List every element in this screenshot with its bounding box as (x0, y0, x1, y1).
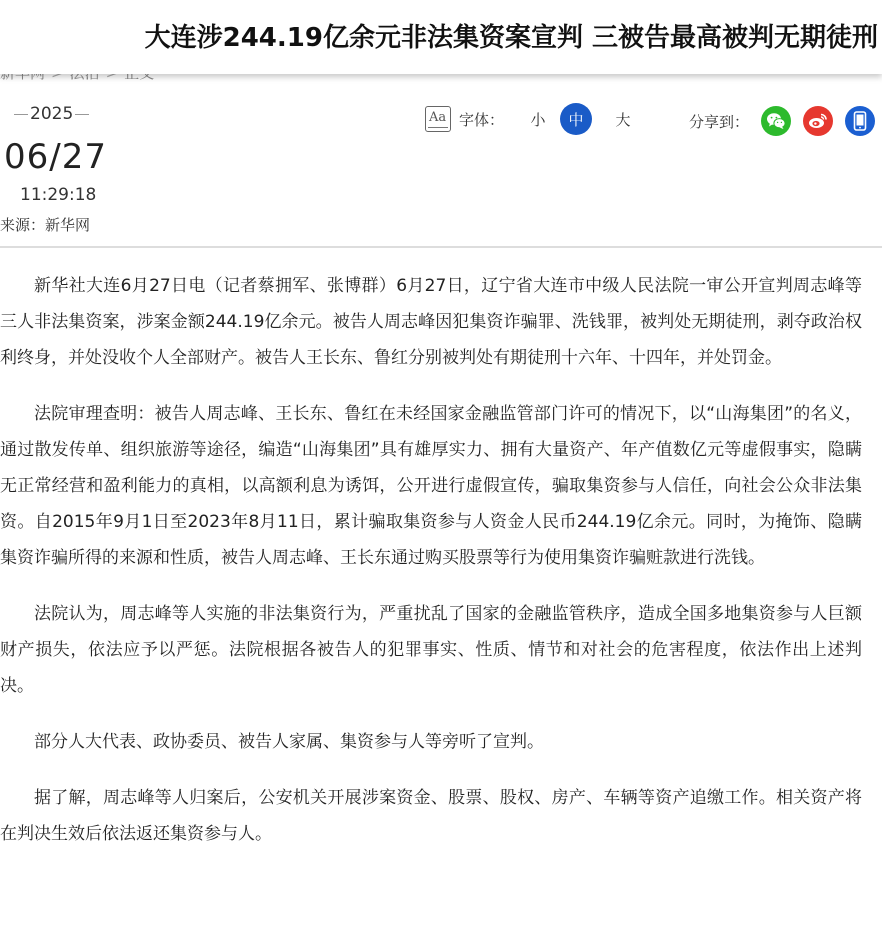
year-dash-left (14, 114, 28, 115)
font-size-controls (425, 103, 639, 135)
header-divider (0, 246, 882, 248)
article-paragraph: 新华社大连6月27日电（记者蔡拥军、张博群）6月27日，辽宁省大连市中级人民法院一审公开宣判周志峰等三人非法集资案，涉案金额244.19亿余元。被告人周志峰因犯集资诈骗罪、洗钱罪，被判处无期徒刑，剥夺政治权利终身，并处没收个人全部财产。被告人王长东、鲁红分别被判处有期徒刑十六年、十四年，并处罚金。 (0, 276, 862, 368)
publish-time: 11:29:18 (20, 185, 97, 205)
wechat-icon (766, 112, 786, 130)
article-body (0, 268, 862, 872)
font-size-icon: Aa (425, 106, 451, 132)
sticky-title-bar (0, 0, 882, 74)
font-size-medium-button[interactable]: 中 (560, 103, 592, 135)
font-size-small-button[interactable]: 小 (530, 110, 546, 129)
share-wechat-button[interactable] (761, 106, 791, 136)
weibo-icon (808, 112, 828, 130)
page-title: 大连涉244.19亿余元非法集资案宣判 三被告最高被判无期徒刑 (144, 23, 878, 53)
font-size-label: 字体： (459, 110, 505, 129)
year-dash-right (75, 114, 89, 115)
article-paragraph: 法院审理查明：被告人周志峰、王长东、鲁红在未经国家金融监管部门许可的情况下，以“山海集团”的名义，通过散发传单、组织旅游等途径，编造“山海集团”具有雄厚实力、拥有大量资产、年产值数亿元等虚假事实，隐瞒无正常经营和盈利能力的真相，以高额利息为诱饵，公开进行虚假宣传，骗取集资参与人信任，向社会公众非法集资。自2015年9月1日至2023年8月11日，累计骗取集资参与人资金人民币244.19亿余元。同时，为掩饰、隐瞒集资诈骗所得的来源和性质，被告人周志峰、王长东通过购买股票等行为使用集资诈骗赃款进行洗钱。 (0, 404, 862, 568)
article-source: 来源：新华网 (0, 216, 91, 234)
mobile-icon (853, 111, 867, 131)
article-paragraph: 法院认为，周志峰等人实施的非法集资行为，严重扰乱了国家的金融监管秩序，造成全国多地集资参与人巨额财产损失，依法应予以严惩。法院根据各被告人的犯罪事实、性质、情节和对社会的危害程度，依法作出上述判决。 (0, 604, 862, 696)
share-bar (689, 106, 875, 136)
year-text: 2025 (30, 104, 74, 124)
article-paragraph: 据了解，周志峰等人归案后，公安机关开展涉案资金、股票、股权、房产、车辆等资产追缴工作。相关资产将在判决生效后依法返还集资参与人。 (0, 788, 862, 844)
article-paragraph: 部分人大代表、政协委员、被告人家属、集资参与人等旁听了宣判。 (34, 732, 544, 752)
share-label: 分享到： (689, 112, 750, 131)
share-mobile-button[interactable] (845, 106, 875, 136)
publish-date: 06/27 (4, 137, 107, 177)
font-size-large-button[interactable]: 大 (615, 110, 631, 129)
share-weibo-button[interactable] (803, 106, 833, 136)
publish-year (14, 104, 89, 124)
